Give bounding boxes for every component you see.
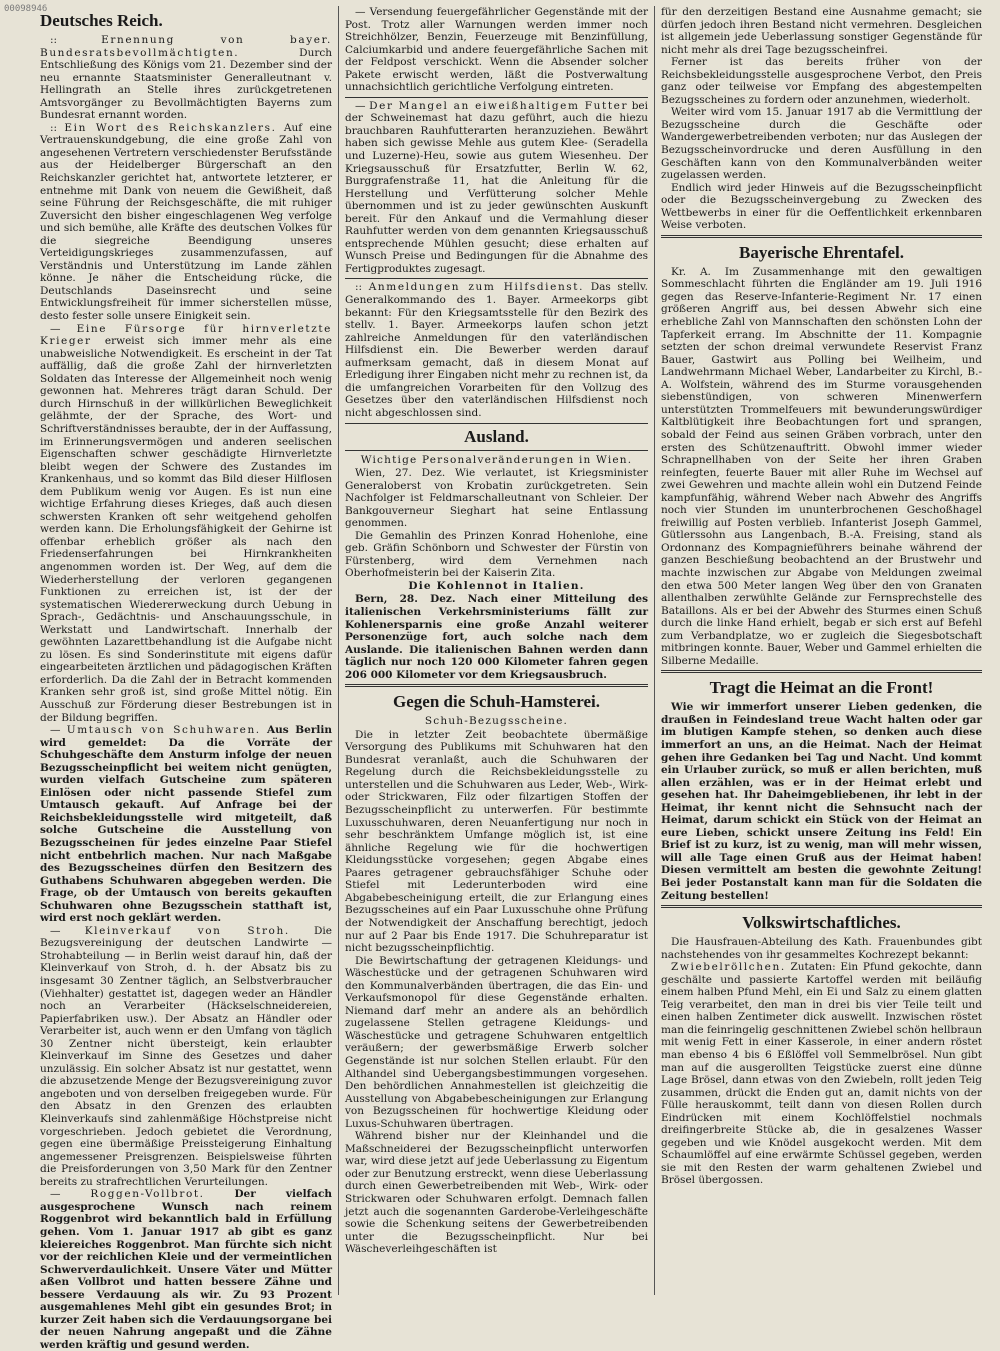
article-text: Die Bezugsvereinigung der deutschen Landwirte — Strohabteilung — in Berlin weist darauf hin, daß der Kleinverkauf von Stroh, d. h. der Absatz bis zu insgesamt 30 Zentner täglich, an Selbstverbraucher (Viehhalter) gestattet ist, dagegen weder an Händler noch an Verarbeiter (Häckselschneidereien, Papierfabriken usw.). Der Absatz an Händler oder Verarbeiter ist, auch wenn er den Umfang von täglich 30 Zentner nicht übersteigt, kein erlaubter Kleinverkauf im Sinne des Gesetzes und daher unzulässig. Ein solcher Absatz ist nur gestattet, wenn die abzusetzende Menge der Bezugsvereinigung zuvor angeboten und von derselben freigegeben wurde. Für den Absatz in den Grenzen des erlaubten Kleinverkaufs sind zahlenmäßige Höchstpreise nicht vorgeschrieben. Jedoch gebietet die Verordnung, gegen eine übermäßige Preissteigerung Einhaltung angemessener Preisgrenzen. Beispielsweise führten die Preisforderungen von 3,50 Mark für den Zentner bereits zu strafrechtlichen Verurteilungen. xyxy=(40,924,332,1188)
recipe-title: Zwiebelröllchen. xyxy=(671,961,786,974)
article-title: Umtausch von Schuhwaren. xyxy=(66,724,261,737)
heading-deutsches-reich: Deutsches Reich. xyxy=(40,11,163,30)
divider xyxy=(661,235,982,238)
article-reichskanzler: :: Ein Wort des Reichskanzlers. Auf eine Vertrauenskundgebung, die eine große Zahl von angesehenen Vertretern verschiedenster Berufsstände aus der Heidelberger Bürgerschaft an den Reichskanzler gerichtet hat, antwortete letzterer, er entnehme mit Dank von neuem die Gewißheit, daß seine Führung der Reichsgeschäfte, die mit ruhiger Zuversicht den bisher eingeschlagenen Weg verfolge und sich bemühe, alle Kräfte des deutschen Volkes für die siegreiche Beendigung unseres Verteidigungskrieges zusammenzufassen, auf Verständnis und Unterstützung im Lande zählen könne. Je näher die Entscheidung rücke, die Deutschlands Daseinsrecht und seine Entwicklungsfreiheit für immer sicherstellen müsse, desto fester solle unsere Einigkeit sein. xyxy=(40,121,333,323)
article-ehrentafel: Kr. A. Im Zusammenhange mit den gewaltigen Sommeschlacht führten die Engländer am 19. Juli 1916 gegen das Reserve-Infanterie-Regiment Nr. 17 einen größeren Angriff aus, bei dessen Abwehr sich eine erhebliche Zahl von Mannschaften den schönsten Lohn der Tapferkeit errang. Im Abschnitte der 11. Kompagnie setzten der schon dreimal verwundete Reservist Franz Bauer, Gastwirt aus Polling bei Weilheim, und Landwehrmann Michael Weber, Landarbeiter zu Kirchl, B.-A. Wolfstein, während des im Sturme vorausgehenden siebenstündigen, von schweren Minenwerfern unterstützten Trommelfeuers mit bewunderungswürdiger Kaltblütigkeit ihre Beobachtungen fort und sprangen, sobald der Feind aus seinen Gräben vorbrach, unter den ersten des Schützenauftritt. Obwohl immer wieder Schrapnellhaben von der Seite her ihren Graben reinfegten, feuerte Bauer mit aller Ruhe im Wechsel auf zwei Gewehren und machte allein wohl ein Dutzend Feinde kampfunfähig, während Weber nach Abwehr des Angriffs noch vier Stunden im ununterbrochenen Geschoßhagel freiwillig auf Posten verblieb. Infanterist Joseph Gammel, Gütlerssohn aus Langenbach, B.-A. Freising, stand als Ordonnanz des Kompagnieführers beinahe während der ganzen Beschießung beobachtend an der Brustwehr und machte inzwischen zur Abgabe von Meldungen zweimal den etwa 500 Meter langen Weg über den von Granaten allenthalben zerwühlte Gelände zur Fernsprechstelle des Bataillons. Als er bei der Abwehr des Sturmes einen Schuß durch die linke Hand erhielt, begab er sich erst auf Befehl zum Verbandplatze, wo er zugleich die Siegesbotschaft mitbringen konnte. Bauer, Weber und Gammel erhielten die Silberne Medaille. xyxy=(661,265,982,667)
article-title: Ernennung von bayer. Bundesratsbevollmächtigten. xyxy=(40,34,332,59)
article-kohlennot: Bern, 28. Dez. Nach einer Mitteilung des italienischen Verkehrsministeriums fällt zur Kohlenersparnis eine große Anzahl weiterer Personenzüge fort, auch solche nach dem Auslande. Die italienischen Bahnen werden dann täglich nur noch 120 000 Kilometer fahren gegen 206 000 Kilometer vor dem Kriegsausbruch. xyxy=(345,593,648,681)
article-title: Roggen-Vollbrot. xyxy=(90,1188,205,1201)
divider xyxy=(345,684,648,687)
divider xyxy=(345,97,648,98)
subheading-wien: Wichtige Personalveränderungen in Wien. xyxy=(360,453,633,466)
ausland-header-box xyxy=(345,423,648,451)
article-schuh-cont-3: Weiter wird vom 15. Januar 1917 ab die Vermittlung der Bezugsscheine durch die Geschäfte oder Wandergewerbetreibenden verboten; nur das Auslegen der Bezugsscheinvordrucke und deren Ausfüllung in den Geschäften kann von den Kommunalverbänden weiter zugelassen werden. xyxy=(661,106,982,182)
divider xyxy=(661,905,982,908)
divider xyxy=(661,670,982,673)
article-hausfrauen-intro: Die Hausfrauen-Abteilung des Kath. Frauenbundes gibt nachstehendes von ihr gesammeltes Kochrezept bekannt: xyxy=(661,936,982,961)
heading-ausland: Ausland. xyxy=(464,426,529,446)
article-title: Eine Fürsorge für hirnverletzte Krieger xyxy=(40,322,332,348)
article-text: Versendung feuergefährlicher Gegenstände mit der Post. Trotz aller Warnungen werden immer noch Streichhölzer, Benzin, Feuerzeuge mit Benzinfüllung, Calciumkarbid und andere feuergefährliche Sachen mit der Feldpost verschickt. Wenn die Absender solcher Pakete erwischt werden, läßt die Postverwaltung unnachsichtlich gerichtliche Verfolgung eintreten. xyxy=(345,6,648,94)
article-schuh-1: Die in letzter Zeit beobachtete übermäßige Versorgung des Publikums mit Schuhwaren hat den Bundesrat veranlaßt, auch die Schuhwaren der Regelung durch die Reichsbekleidungsstelle zu unterstellen und die Schuhwaren aus Leder, Web-, Wirk- oder Strickwaren, Filz oder filzartigen Stoffen der Bezugsscheinpflicht zu unterwerfen. Für bestimmte Luxusschuhwaren, deren Neuanfertigung nur noch in sehr beschränktem Umfange möglich ist, ist eine ähnliche Regelung wie für die hochwertigen Kleidungsstücke vorgesehen; gegen Abgabe eines Paares getragener gebrauchsfähiger Schuhe oder Stiefel mit Lederunterboden wird eine Abgabebescheinigung erteilt, die zur Erlangung eines Bezugsscheines auf ein Paar Luxusschuhe ohne Prüfung der Notwendigkeit der Anschaffung berechtigt, jedoch nur auf 2 Paar bis Ende 1917. Die Schuhreparatur ist nicht bezugsscheinpflichtig. xyxy=(345,728,648,955)
subheading-schuh-bezugsscheine: Schuh-Bezugsscheine. xyxy=(424,715,569,728)
divider xyxy=(345,278,648,279)
heading-bayerische-ehrentafel: Bayerische Ehrentafel. xyxy=(739,242,904,262)
page-id: 00098946 xyxy=(4,4,48,14)
column-1 xyxy=(34,6,338,1351)
article-title: Der Mangel an eiweißhaltigem Futter xyxy=(369,99,629,112)
article-futter: — Der Mangel an eiweißhaltigem Futter bei der Schweinemast hat dazu geführt, auch die hiezu brauchbaren Rauhfutterarten heranzuziehen. Bewährt haben sich gewisse Mehle aus gutem Klee- (Seradella und Luzerne)-Heu, sowie aus gutem Wiesenheu. Der Kriegsausschuß für Ersatzfutter, Berlin W. 62, Burggrafenstraße 11, hat die Anleitung für die Herstellung und Verfütterung solcher Mehle übernommen und ist zu jeder gewünschten Auskunft bereit. Für den Ankauf und die Vermahlung dieser Rauhfutter werden von dem genannten Kriegsausschuß entsprechende Mühlen gesucht; diese erhalten auf Wunsch Preise und Bedingungen für die Abnahme des Fertigproduktes zugesagt. xyxy=(345,99,648,275)
article-roggenbrot: — Roggen-Vollbrot. Der vielfach ausgesprochene Wunsch nach reinem Roggenbrot wird bekanntlich bald in Erfüllung gehen. Vom 1. Januar 1917 ab gibt es ganz kleiereiches Roggenbrot. Man fürchte sich nicht vor der reichlichen Kleie und der vermeintlichen Schwerverdaulichkeit. Unsere Väter und Mütter aßen Vollbrot und hatten bessere Zähne und bessere Verdauung als wir. Zu 93 Prozent ausgemahlenes Mehl gibt ein gesundes Brot; in kurzer Zeit haben sich die Verdauungsorgane bei der neuen Nahrung angepaßt und die Zähne werden kräftig und gesund werden. xyxy=(40,1188,332,1351)
article-hohenlohe: Die Gemahlin des Prinzen Konrad Hohenlohe, eine geb. Gräfin Schönborn und Schwester der Fürstin von Fürstenberg, wird dem Vernehmen nach Oberhofmeisterin bei der Kaiserin Zita. xyxy=(345,529,648,580)
article-text: erweist sich immer mehr als eine unabweisliche Notwendigkeit. Es erscheint in der Tat auffällig, daß die große Zahl der hirnverletzten Soldaten das Interesse der Allgemeinheit noch wenig gewonnen hat. Mehreres trägt daran Schuld. Der durch Hirnschuß in der willkürlichen Beweglichkeit gelähmte, der der Sprache, des Wort- und Schriftverständnisses beraubte, der in der Auffassung, im Erinnerungsvermögen und anderen seelischen Eigenschaften schwer geschädigte Hirnverletzte bleibt wegen der Schwere des Zustandes im Krankenhaus, und so kommt das Bild dieser Hilflosen dem Publikum wenig vor Augen. Es ist nun eine wichtige Erfahrung dieses Krieges, daß auch diesen schwersten Kranken oft sehr weitgehend geholfen werden kann. Die Erholungsfähigkeit der Gehirne ist offenbar erheblich größer als nach den Friedenserfahrungen bei Hirnkrankheiten angenommen worden ist. Der Weg, auf dem die Wiederherstellung der verloren gegangenen Funktionen zu erreichen ist, ist der der systematischen Wiedererweckung durch Uebung in Sprach-, Gedächtnis- und Anschauungsschule, in Werkstatt und Landwirtschaft. Innerhalb der gewöhnten Lazarettbehandlung ist die Aufgabe nicht zu lösen. Es sind Sonderinstitute mit eigens dafür eingearbeiteten ärztlichen und pädagogischen Kräften erforderlich. Da die Zahl der in Betracht kommenden Kranken sehr groß ist, sind große Mittel nötig. Ein Ausschuß zur Förderung dieser Bestrebungen ist in der Bildung begriffen. xyxy=(40,335,332,724)
subheading-kohlennot: Die Kohlennot in Italien. xyxy=(408,579,585,592)
article-zwiebelroellchen xyxy=(661,961,982,1187)
article-hirnverletzte: — Eine Fürsorge für hirnverletzte Krieger erweist sich immer mehr als eine unabweisliche Notwendigkeit. Es erscheint in der Tat auffällig, daß die große Zahl der hirnverletzten Soldaten das Interesse der Allgemeinheit noch wenig gewonnen hat. Mehreres trägt daran Schuld. Der durch Hirnschuß in der willkürlichen Beweglichkeit gelähmte, der der Sprache, des Wort- und Schriftverständnisses beraubte, der in der Auffassung, im Erinnerungsvermögen und anderen seelischen Eigenschaften schwer geschädigte Hirnverletzte bleibt wegen der Schwere des Zustandes im Krankenhaus, und so kommt das Bild dieser Hilflosen dem Publikum wenig vor Augen. Es ist nun eine wichtige Erfahrung dieses Krieges, daß auch diesen schwersten Kranken oft sehr weitgehend geholfen werden kann. Die Erholungsfähigkeit der Gehirne ist offenbar erheblich größer als nach den Friedenserfahrungen bei Hirnkrankheiten angenommen worden ist. Der Weg, auf dem die Wiederherstellung der verloren gegangenen Funktionen zu erreichen ist, ist der der systematischen Wiedererweckung durch Uebung in Sprach-, Gedächtnis- und Anschauungsschule, in Werkstatt und Landwirtschaft. Innerhalb der gewöhnten Lazarettbehandlung ist die Aufgabe nicht zu lösen. Es sind Sonderinstitute mit eigens dafür eingearbeiteten ärztlichen und pädagogischen Kräften erforderlich. Da die Zahl der in Betracht kommenden Kranken sehr groß ist, sind große Mittel nötig. Ein Ausschuß zur Förderung dieser Bestrebungen ist in der Bildung begriffen. xyxy=(40,322,332,724)
article-feldpost: — Versendung feuergefährlicher Gegenstände mit der Post. Trotz aller Warnungen werden immer noch Streichhölzer, Benzin, Feuerzeuge mit Benzinfüllung, Calciumkarbid und andere feuergefährliche Sachen mit der Feldpost verschickt. Wenn die Absender solcher Pakete erwischt werden, läßt die Postverwaltung unnachsichtlich gerichtliche Verfolgung eintreten. xyxy=(345,6,648,94)
article-text: Das stellv. Generalkommando des 1. Bayer. Armeekorps gibt bekannt: Für den Kriegsamtsstelle für den Bezirk des stellv. 1. Bayer. Armeekorps laufen schon jetzt zahlreiche Anmeldungen für den vaterländischen Hilfsdienst ein. Die Bewerber werden darauf aufmerksam gemacht, daß in diesem Monat auf Erledigung ihrer Eingaben nicht mehr zu rechnen ist, da die umfangreichen Vorarbeiten für den Vollzug des Gesetzes über den vaterländischen Hilfsdienst noch nicht abgeschlossen sind. xyxy=(345,281,648,419)
article-text: Aus Berlin wird gemeldet: Da die Vorräte der Schuhgeschäfte dem Ansturm infolge der neuen Bezugsscheinpflicht bei weitem nicht genügten, wurden vielfach Gutscheine zum späteren Einlösen oder nicht passende Stiefel zum Umtausch gekauft. Auf Anfrage bei der Reichsbekleidungsstelle wird mitgeteilt, daß solche Gutscheine die Ausstellung von Bezugsscheinen für jedes einzelne Paar Stiefel nicht entbehrlich machen. Nur nach Maßgabe des Bezugsscheines dürfen den Besitzern des Guthabens Schuhwaren abgegeben werden. Die Frage, ob der Umtausch von bereits gekauften Schuhwaren ohne Bezugsschein statthaft ist, wird erst noch geklärt werden. xyxy=(40,724,333,925)
article-schuh-cont-1: für den derzeitigen Bestand eine Ausnahme gemacht; sie dürfen jedoch ihren Bestand nicht vermehren. Desgleichen ist allgemein jede Ueberlassung sonstiger Gegenstände für nicht mehr als drei Tage bezugsscheinfrei. xyxy=(661,6,982,56)
heading-schuh-hamsterei: Gegen die Schuh-Hamsterei. xyxy=(393,692,600,712)
article-heimat-front: Wie wir immerfort unserer Lieben gedenken, die draußen in Feindesland treue Wacht halten oder gar im blutigen Kampfe stehen, so denken auch diese immerfort an uns, an die Heimat. Nach der Heimat gehen ihre Gedanken bei Tag und Nacht. Und kommt ein Urlauber zurück, so muß er allen berichten, muß allen erzählen, was er in der Heimat erlebt und gesehen hat. Ihr Daheimgebliebenen, ihr lebt in der Heimat, ihr kennt nicht die Sehnsucht nach der Heimat, darum schickt ein Stück von der Heimat an eure Lieben, schickt unsere Zeitung ins Feld! Ein Brief ist zu kurz, ist zu wenig, man will mehr wissen, will alle Tage einen Gruß aus der Heimat haben! Diesen vermittelt am besten die gewohnte Zeitung! Bei jeder Postanstalt kann man für die Soldaten die Zeitung bestellen! xyxy=(661,701,982,902)
article-title: Anmeldungen zum Hilfsdienst. xyxy=(368,281,585,294)
columns xyxy=(34,6,988,1351)
article-hilfsdienst: :: Anmeldungen zum Hilfsdienst. Das stellv. Generalkommando des 1. Bayer. Armeekorps gibt bekannt: Für den Kriegsamtsstelle für den Bezirk des stellv. 1. Bayer. Armeekorps laufen schon jetzt zahlreiche Anmeldungen für den vaterländischen Hilfsdienst ein. Die Bewerber werden darauf aufmerksam gemacht, daß in diesem Monat auf Erledigung ihrer Eingaben nicht mehr zu rechnen ist, da die umfangreichen Vorarbeiten für den Vollzug des Gesetzes über den vaterländischen Hilfsdienst noch nicht abgeschlossen sind. xyxy=(345,281,648,419)
article-title: Kleinverkauf von Stroh. xyxy=(84,924,290,937)
article-text: Durch Entschließung des Königs vom 21. Dezember sind der neu ernannte Staatsminister Generalleutnant v. Hellingrath an Stelle ihres zurückgetretenen Amtsvorgänger zu Bevollmächtigten Bayerns zum Bundesrat ernannt worden. xyxy=(40,46,332,122)
article-schuh-cont-2: Ferner ist das bereits früher von der Reichsbekleidungsstelle ausgesprochene Verbot, den Preis ganz oder teilweise vor Empfang des abgestempelten Bezugsscheines zu fordern oder anzunehmen, wiederholt. xyxy=(661,56,982,106)
article-schuh-2: Die Bewirtschaftung der getragenen Kleidungs- und Wäschestücke und der getragenen Schuhwaren wird den Kommunalverbänden übertragen, die das Ein- und Verkaufsmonopol für diese Gegenstände erhalten. Niemand darf mehr an andere als an behördlich zugelassene Stellen getragene Kleidungs- und Wäschestücke und getragene Schuhwaren entgeltlich veräußern; der gewerbsmäßige Erwerb solcher Gegenstände ist nur solchen Stellen erlaubt. Für den Althandel sind Uebergangsbestimmungen vorgesehen. Den behördlichen Annahmestellen ist gleichzeitig die Ausstellung von Abgabebescheinigungen zur Erlangung von Bezugsscheinen für hochwertige Kleidung oder Luxus-Schuhwaren übertragen. xyxy=(345,954,648,1130)
article-text: Der vielfach ausgesprochene Wunsch nach reinem Roggenbrot wird bekanntlich bald in Erfüllung gehen. Vom 1. Januar 1917 ab gibt es ganz kleiereiches Roggenbrot. Man fürchte sich nicht vor der reichlichen Kleie und der vermeintlichen Schwerverdaulichkeit. Unsere Väter und Mütter aßen Vollbrot und hatten bessere Zähne und bessere Verdauung als wir. Zu 93 Prozent ausgemahlenes Mehl gibt ein gesundes Brot; in kurzer Zeit haben sich die Verdauungsorgane bei der neuen Nahrung angepaßt und die Zähne werden kräftig und gesund werden. xyxy=(40,1188,332,1351)
article-bundesrat: :: Ernennung von bayer. Bundesratsbevollmächtigten. Durch Entschließung des Königs vom 21. Dezember sind der neu ernannte Staatsminister Generalleutnant v. Hellingrath an Stelle ihres zurückgetretenen Amtsvorgänger zu Bevollmächtigten Bayerns zum Bundesrat ernannt worden. xyxy=(40,34,332,122)
article-schuh-cont-4: Endlich wird jeder Hinweis auf die Bezugsscheinpflicht oder die Bezugsscheinvergebung zu Zwecken des Wettbewerbs in einer für die Oeffentlichkeit erkennbaren Weise verboten. xyxy=(661,181,982,232)
column-3 xyxy=(654,6,988,1295)
article-stroh: — Kleinverkauf von Stroh. Die Bezugsvereinigung der deutschen Landwirte — Strohabteilung — in Berlin weist darauf hin, daß der Kleinverkauf von Stroh, d. h. der Absatz bis zu insgesamt 30 Zentner täglich, an Selbstverbraucher (Viehhalter) gestattet ist, dagegen weder an Händler noch an Verarbeiter (Häckselschneidereien, Papierfabriken usw.). Der Absatz an Händler oder Verarbeiter ist, auch wenn er den Umfang von täglich 30 Zentner nicht übersteigt, kein erlaubter Kleinverkauf im Sinne des Gesetzes und daher unzulässig. Ein solcher Absatz ist nur gestattet, wenn die abzusetzende Menge der Bezugsvereinigung zuvor angeboten und von derselben freigegeben wurde. Für den Absatz in den Grenzen des erlaubten Kleinverkaufs sind zahlenmäßige Höchstpreise nicht vorgeschrieben. Jedoch gebietet die Verordnung, gegen eine übermäßige Preissteigerung Einhaltung angemessener Preisgrenzen. Beispielsweise führten die Preisforderungen von 3,50 Mark für den Zentner bereits zu strafrechtlichen Verurteilungen. xyxy=(40,924,332,1188)
article-schuhwaren: — Umtausch von Schuhwaren. Aus Berlin wird gemeldet: Da die Vorräte der Schuhgeschäfte dem Ansturm infolge der neuen Bezugsscheinpflicht bei weitem nicht genügten, wurden vielfach Gutscheine zum späteren Einlösen oder nicht passende Stiefel zum Umtausch gekauft. Auf Anfrage bei der Reichsbekleidungsstelle wird mitgeteilt, daß solche Gutscheine die Ausstellung von Bezugsscheinen für jedes einzelne Paar Stiefel nicht entbehrlich machen. Nur nach Maßgabe des Bezugsscheines dürfen den Besitzern des Guthabens Schuhwaren abgegeben werden. Die Frage, ob der Umtausch von bereits gekauften Schuhwaren ohne Bezugsschein statthaft ist, wird erst noch geklärt werden. xyxy=(40,724,333,925)
heading-tragt-die-heimat: Tragt die Heimat an die Front! xyxy=(709,678,934,698)
heading-volkswirtschaftliches: Volkswirtschaftliches. xyxy=(742,913,901,933)
recipe-text: Zutaten: Ein Pfund gekochte, dann geschälte und passierte Kartoffel werden mit beiläufig einem halben Pfund Mehl, ein Ei und Salz zu einem glatten Teig verarbeitet, den man in drei bis vier Teile teilt und einen halben Zentimeter dick auswellt. Inzwischen röstet man die feinringelig geschnittenen Zwiebel schön hellbraun mit wenig Fett in einer Kasserole, in einer andern röstet man ebenso 4 bis 6 Eßlöffel voll Semmelbrösel. Nun gibt man auf die ausgerollten Teigstücke zuerst eine dünne Lage Brösel, dann etwas von den Zwiebeln, rollt jeden Teig zusammen, drückt die Enden gut an, damit nichts von der Fülle herauskommt, teilt dann von diesen Rollen durch Eindrücken mit einem Kochlöffelstiel nochmals dreifingerbreite Stücke ab, die in gesalzenes Wasser gegeben und wie Knödel ausgekocht werden. Mit dem Schaumlöffel auf eine erwärmte Schüssel gegeben, werden sie mit den Resten der warm gehaltenen Zwiebel und Brösel übergossen. xyxy=(661,961,982,1187)
article-text: bei der Schweinemast hat dazu geführt, auch die hiezu brauchbaren Rauhfutterarten heranzuziehen. Bewährt haben sich gewisse Mehle aus gutem Klee- (Seradella und Luzerne)-Heu, sowie aus gutem Wiesenheu. Der Kriegsausschuß für Ersatzfutter, Berlin W. 62, Burggrafenstraße 11, hat die Anleitung für die Herstellung und Verfütterung solcher Mehle übernommen und ist zu jeder gewünschten Auskunft bereit. Für den Ankauf und die Vermahlung dieser Rauhfutter werden von dem genannten Kriegsausschuß entsprechende Mühlen gesucht; diese erhalten auf Wunsch Preise und Bedingungen für die Abnahme des Fertigproduktes zugesagt. xyxy=(345,99,648,275)
column-2 xyxy=(338,6,654,1295)
article-wien: Wien, 27. Dez. Wie verlautet, ist Kriegsminister Generaloberst von Krobatin zurückgetreten. Sein Nachfolger ist Feldmarschalleutnant von Schleier. Der Bankgouverneur Sieghart hat seine Entlassung genommen. xyxy=(345,467,648,530)
article-title: Ein Wort des Reichskanzlers. xyxy=(64,121,277,134)
article-schuh-3: Während bisher nur der Kleinhandel und die Maßschneiderei der Bezugsscheinpflicht unterworfen war, wird diese jetzt auf jede Ueberlassung zu Eigentum oder zur Benutzung erstreckt, wenn diese Ueberlassung durch einen Gewerbetreibenden mit Web-, Wirk- oder Strickwaren oder Schuhwaren erfolgt. Demnach fallen jetzt auch die sogenannten Garderobe-Verleihgeschäfte sowie die Schenkung seitens der Gewerbetreibenden unter die Bezugsscheinpflicht. Nur bei Wäscheverleihgeschäften ist xyxy=(345,1130,648,1256)
article-text: Auf eine Vertrauenskundgebung, die eine große Zahl von angesehenen Vertretern verschiedenster Berufsstände aus der Heidelberger Bürgerschaft an den Reichskanzler gerichtet hat, antwortete letzterer, er entnehme mit Dank von neuem die Gewißheit, daß seine Führung der Reichsgeschäfte, die mit ruhiger Zuversicht den bisher eingeschlagenen Weg verfolge und sich bemühe, alle Kräfte des deutschen Volkes für die siegreiche Beendigung unseres Verteidigungskrieges zusammenzufassen, auf Verständnis und Unterstützung im Lande zählen könne. Je näher die Entscheidung rücke, die Deutschlands Daseinsrecht und seine Entwicklungsfreiheit für immer sicherstellen müsse, desto fester solle unsere Einigkeit sein. xyxy=(40,121,333,323)
